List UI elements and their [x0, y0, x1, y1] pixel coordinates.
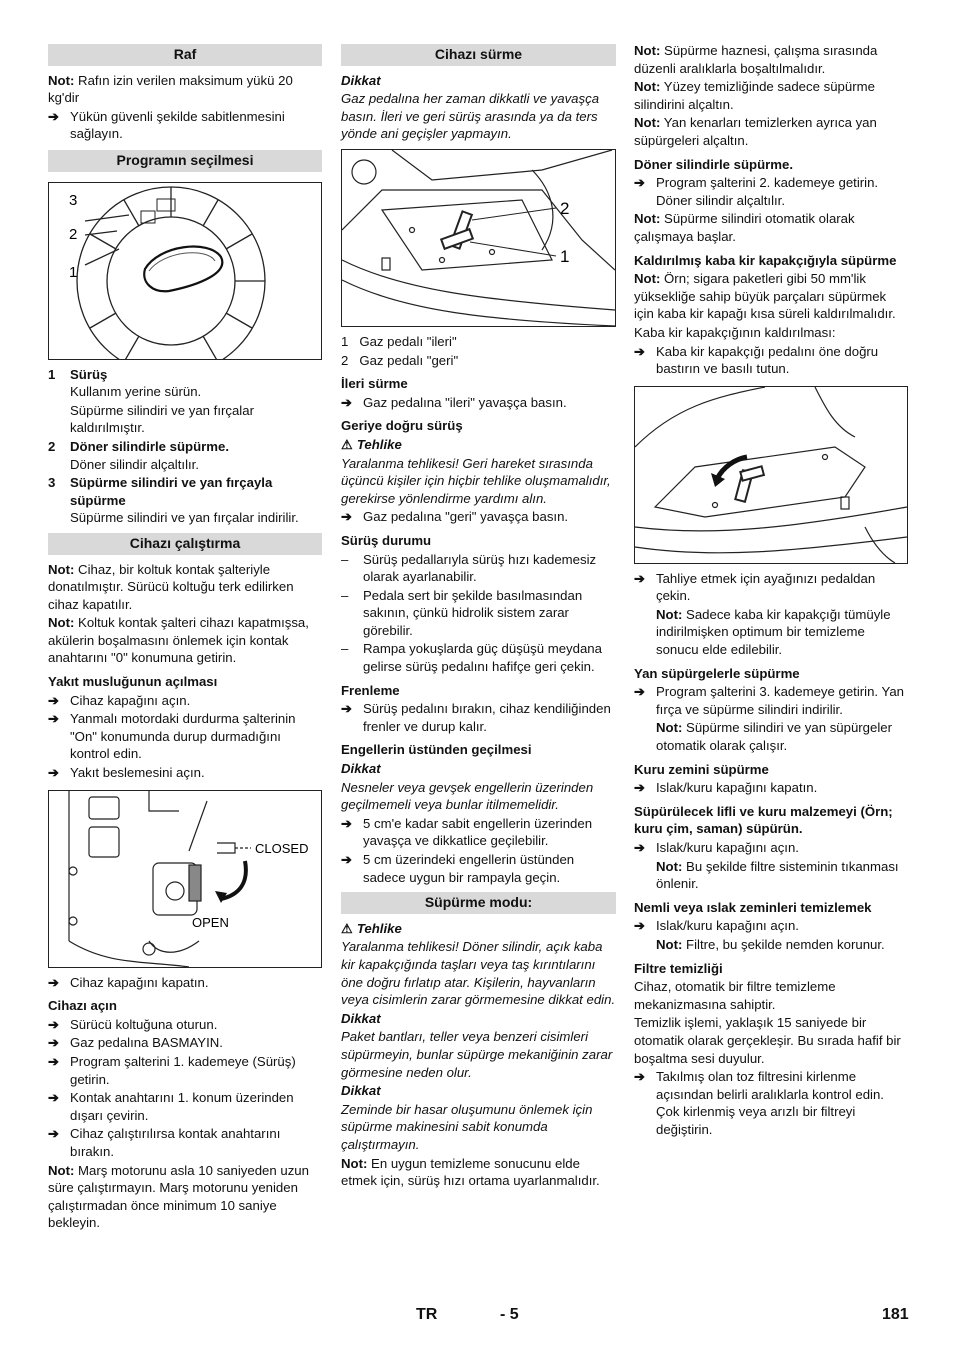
danger-heading: ⚠ Tehlike [341, 920, 402, 936]
column-1: Raf Not: Rafın izin verilen maksimum yükü 20 kg'dir ➔ Yükün güvenli şekilde sabitlenmesini sağlayın. Programın seçilmesi 3 2 1 1 Sürüş Kullanım yerine sürün. Süpürme silindiri ve yan fırçalar kaldırılmıştır. 2 Döner silindirle süpürme. Döner silindir alçaltılır. 3 Süpürme silindiri ve yan fırçayla süpürme Süpürme silindiri ve yan fırçalar indirilir. Cihazı çalıştırma Not: Cihaz, bir koltuk kontak şalteriyle donatılmıştır. Sürücü koltuğu terk edilirken cihaz kapatılır. Not: Koltuk kontak şalteri cihazı kapatmışsa, akülerin boşalmasını önlemek için kontak anahtarını "0" konumuna getirin. Yakıt musluğunun açılması ➔ Cihaz kapağını açın. ➔ Yanmalı motordaki durdurma şalterinin "On" konumunda durup durmadığını kontrol edin. ➔ Yakıt beslemesini açın. CLOSED OPEN ➔ Cihaz kapağını kapatın. Cihazı açın ➔ Sürücü koltuğuna oturun. ➔ Gaz pedalına BASMAYIN. ➔ Program şalterini 1. kademeye (Sürüş) getirin. ➔ Kontak anahtarını 1. konum üzerinden dışarı çevirin. ➔ Cihaz çalıştırılırsa kontak anahtarını bırakın. Not: Marş motorunu asla 10 saniyeden uzun süre çalıştırmayın. Marş motorunu yeniden çalıştırmadan önce minimum 10 saniye bekleyin. [48, 42, 322, 1233]
section-title-program: Programın seçilmesi [48, 150, 322, 172]
note: Not: Yan kenarları temizlerken ayrıca yan süpürgeleri alçaltın. [634, 115, 877, 148]
open-label: OPEN [192, 914, 229, 930]
footer-section: - 5 [500, 1306, 519, 1323]
note: Not: Marş motorunu asla 10 saniyeden uzun süre çalıştırmayın. Marş motorunu yeniden çalıştırmadan önce minimum 10 saniye bekleyin. [48, 1162, 309, 1231]
note: Not: Örn; sigara paketleri gibi 50 mm'lik yüksekliğe sahip büyük parçaları süpürmek için kaba kir kapağı kısa süreli kaldırılmalıdır. [634, 271, 896, 322]
dial-label-2: 2 [69, 225, 78, 243]
section-title-raf: Raf [48, 44, 322, 66]
program-item-1: 1 Sürüş [48, 366, 108, 382]
warning-icon: ⚠ [341, 920, 353, 936]
danger-heading: ⚠ Tehlike [341, 436, 402, 452]
note: Not: Bu şekilde filtre sisteminin tıkanması önlenir. [656, 858, 899, 892]
note: Not: Süpürme haznesi, çalışma sırasında düzenli aralıklarla boşaltılmalıdır. [634, 43, 878, 76]
dial-label-3: 3 [69, 191, 78, 209]
note: Not: Rafın izin verilen maksimum yükü 20 kg'dir [48, 72, 293, 106]
note: Not: Filtre, bu şekilde nemden korunur. [656, 936, 885, 952]
section-title-sweep: Süpürme modu: [341, 892, 616, 914]
dial-label-1: 1 [69, 263, 78, 281]
legend-item: 2 Gaz pedalı "geri" [341, 352, 459, 368]
footer-language: TR [416, 1306, 438, 1323]
fig-label-1: 1 [560, 246, 570, 266]
note: Not: Koltuk kontak şalteri cihazı kapatmışsa, akülerin boşalmasını önlemek için kontak anahtarını "0" konumuna getirin. [48, 615, 309, 666]
subheading: Cihazı açın [48, 998, 117, 1014]
step: ➔ Yükün güvenli şekilde sabitlenmesini sağlayın. [48, 108, 322, 143]
program-dial-figure [48, 182, 322, 360]
subheading: Yakıt musluğunun açılması [48, 674, 218, 690]
program-item-2: 2 Döner silindirle süpürme. [48, 438, 230, 454]
note: Not: Yüzey temizliğinde sadece süpürme silindirini alçaltın. [634, 79, 875, 112]
note: Not: Sadece kaba kir kapakçığı tümüyle indirilmişken optimum bir temizleme sonucu elde edilebilir. [656, 606, 891, 658]
program-item-3: 3 Süpürme silindiri ve yan fırçayla süpürme [48, 475, 273, 508]
column-3: Not: Süpürme haznesi, çalışma sırasında düzenli aralıklarla boşaltılmalıdır. Not: Yüzey temizliğinde sadece süpürme silindirini alçaltın. Not: Yan kenarları temizlerken ayrıca yan süpürgeleri alçaltın. Döner silindirle süpürme. ➔ Program şalterini 2. kademeye getirin. Döner silindir alçaltılır. Not: Süpürme silindiri otomatik olarak çalışmaya başlar. Kaldırılmış kaba kir kapakçığıyla süpürme Not: Örn; sigara paketleri gibi 50 mm'lik yüksekliğe sahip büyük parçaları süpürmek için kaba kir kapağı kısa süreli kaldırılmalıdır. Kaba kir kapakçığının kaldırılması: ➔ Kaba kir kapakçığı pedalını öne doğru bastırın ve basılı tutun. ➔ Tahliye etmek için ayağınızı pedaldan çekin. Not: Sadece kaba kir kapakçığı tümüyle indirilmişken optimum bir temizleme sonucu elde edilebilir. Yan süpürgelerle süpürme ➔ Program şalterini 3. kademeye getirin. Yan fırça ve süpürme silindiri indirilir. Not: Süpürme silindiri ve yan süpürgeler otomatik olarak çalışır. Kuru zemini süpürme ➔ Islak/kuru kapağını kapatın. Süpürülecek lifli ve kuru malzemeyi (Örn; kuru çim, saman) süpürün. ➔ Islak/kuru kapağını açın. Not: Bu şekilde filtre sisteminin tıkanması önlenir. Nemli veya ıslak zeminleri temizlemek ➔ Islak/kuru kapağını açın. Not: Filtre, bu şekilde nemden korunur. Filtre temizliği Cihaz, otomatik bir filtre temizleme mekanizmasına sahiptir. Temizlik işlemi, yaklaşık 15 saniyede bir otomatik olarak gerçekleşir. Bu sırada hafif bir boşaltma sesi duyulur. ➔ Takılmış olan toz filtresini kirlenme açısından belirli aralıklarla kontrol edin. Çok kirlenmiş veya arızlı bir filtreyi değiştirin. [634, 42, 908, 1140]
caution-heading: Dikkat [341, 72, 381, 88]
warning-icon: ⚠ [341, 436, 353, 452]
fuel-valve-figure [48, 790, 322, 968]
column-2: Cihazı sürme Dikkat Gaz pedalına her zaman dikkatli ve yavaşça basın. İleri ve geri sürüş arasında ya da ters yönde ani geçişler yapmayın. 2 1 1 Gaz pedalı "ileri" 2 Gaz pedalı "geri" İleri sürme ➔ Gaz pedalına "ileri" yavaşça basın. Geriye doğru sürüş ⚠ Tehlike Yaralanma tehlikesi! Geri hareket sırasında üçüncü kişiler için hiçbir tehlike oluşmamalıdır, gerekirse yönlendirme yardımı alın. ➔ Gaz pedalına "geri" yavaşça basın. Sürüş durumu – Sürüş pedallarıyla sürüş hızı kademesiz olarak ayarlanabilir. – Pedala sert bir şekilde basılmasından sakının, çünkü hidrolik sistem zarar görebilir. – Rampa yokuşlarda güç düşüşü meydana gelirse sürüş pedalını hafifçe geri çekin. Frenleme ➔ Sürüş pedalını bırakın, cihaz kendiliğinden frenler ve durup kalır. Engellerin üstünden geçilmesi Dikkat Nesneler veya gevşek engellerin üzerinden geçilmemeli veya bunlar itilmemelidir. ➔ 5 cm'e kadar sabit engellerin üzerinden yavaşça ve dikkatlice geçilebilir. ➔ 5 cm üzerindeki engellerin üstünden sadece uygun bir rampayla geçin. Süpürme modu: ⚠ Tehlike Yaralanma tehlikesi! Döner silindir, açık kaba kir kapakçığında taşları veya taş kırıntılarını öne doğru fırlatıp atar. Kişilerin, hayvanların veya cisimlerin zarar görmemesine dikkat edin. Dikkat Paket bantları, teller veya benzeri cisimleri süpürmeyin, bunlar süpürge mekaniğinin zarar görmesine neden olur. Dikkat Zeminde bir hasar oluşumunu önlemek için süpürme makinesini sabit konumda çalıştırmayın. Not: En uygun temizleme sonucunu elde etmek için, sürüş hızı ortama uyarlanmalıdır. [341, 42, 616, 1191]
section-title-start: Cihazı çalıştırma [48, 533, 322, 555]
note: Not: En uygun temizleme sonucunu elde etmek için, sürüş hızı ortama uyarlanmalıdır. [341, 1155, 600, 1189]
flap-pedal-figure [634, 386, 908, 564]
fig-label-2: 2 [560, 198, 570, 218]
note: Not: Süpürme silindiri otomatik olarak çalışmaya başlar. [634, 211, 855, 244]
section-title-drive: Cihazı sürme [341, 44, 616, 66]
closed-label: CLOSED [255, 840, 309, 856]
note: Not: Süpürme silindiri ve yan süpürgeler otomatik olarak çalışır. [656, 720, 893, 754]
gas-pedal-figure [341, 149, 616, 327]
note: Not: Cihaz, bir koltuk kontak şalteriyle donatılmıştır. Sürücü koltuğu terk edilirken cihaz kapatılır. [48, 561, 294, 612]
footer-page-number: 181 [882, 1306, 909, 1323]
legend-item: 1 Gaz pedalı "ileri" [341, 333, 457, 349]
